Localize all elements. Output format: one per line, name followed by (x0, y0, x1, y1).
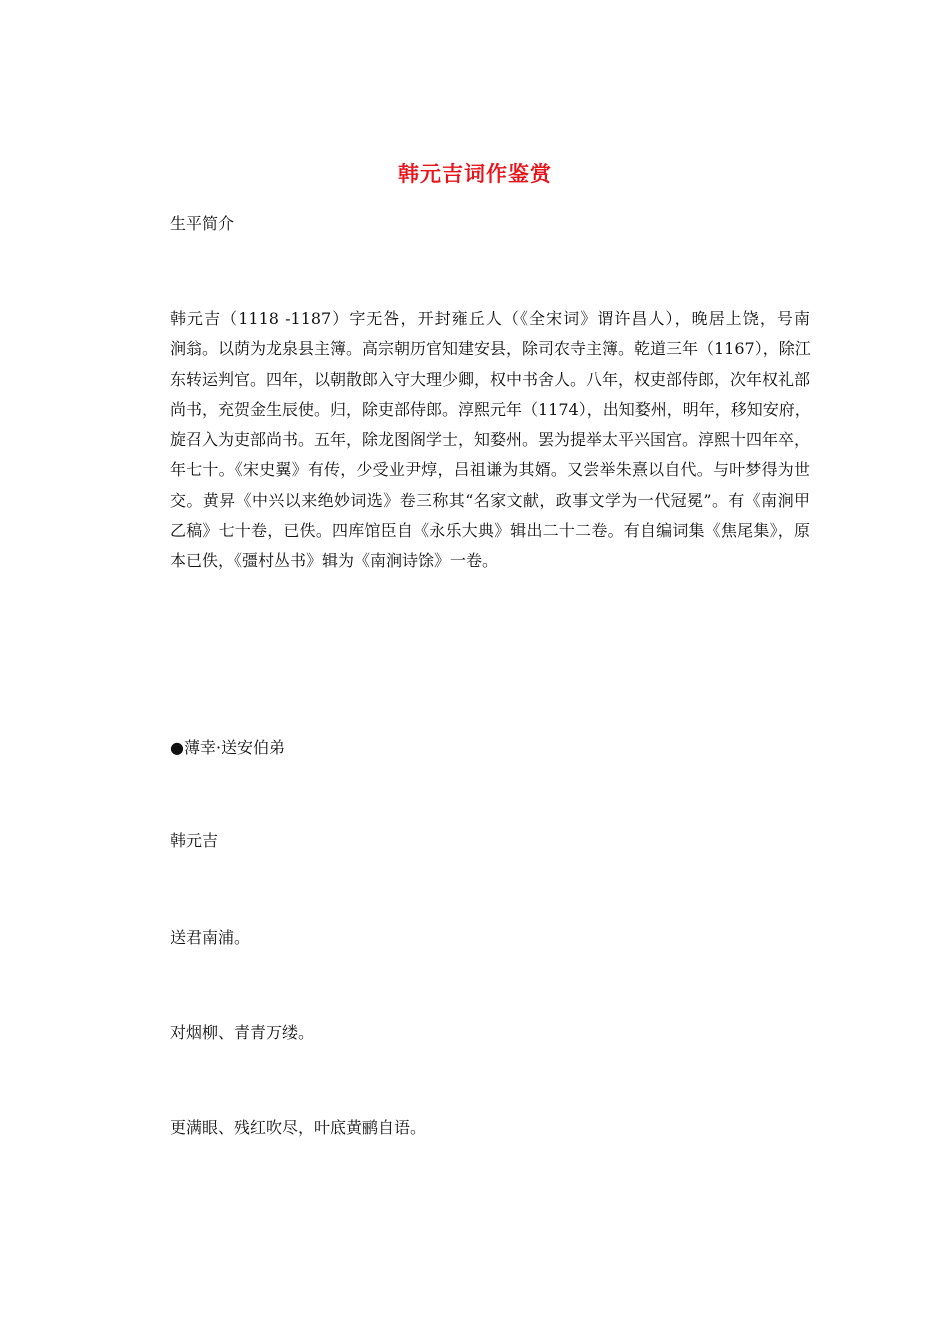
document-title: 韩元吉词作鉴赏 (398, 162, 552, 186)
bio-line: 韩元吉（1118 -1187）字无咎，开封雍丘人（《全宋词》谓许昌人），晚居上饶，号南 (170, 309, 810, 328)
biography-paragraph (170, 304, 810, 577)
poem-author: 韩元吉 (170, 831, 219, 850)
bio-line: 乙稿》七十卷，已佚。四库馆臣自《永乐大典》辑出二十二卷。有自编词集《焦尾集》，原 (170, 521, 810, 541)
poem-line: 对烟柳、青青万缕。 (170, 1023, 315, 1042)
bio-line: 尚书，充贺金生辰使。归，除吏部侍郎。淳熙元年（1174），出知婺州，明年，移知安府， (170, 399, 811, 419)
bio-line: 涧翁。以荫为龙泉县主簿。高宗朝历官知建安县，除司农寺主簿。乾道三年（1167），除江 (170, 339, 811, 359)
poem-heading: ●薄幸·送安伯弟 (170, 738, 286, 757)
section-heading: 生平简介 (170, 214, 235, 233)
poem-line: 送君南浦。 (170, 928, 251, 947)
bio-line: 东转运判官。四年，以朝散郎入守大理少卿，权中书舍人。八年，权吏部侍郎，次年权礼部 (170, 369, 811, 389)
bio-line: 年七十。《宋史翼》有传，少受业尹焞，吕祖谦为其婿。又尝举朱熹以自代。与叶梦得为世 (170, 460, 810, 480)
bio-line: 交。黄昇《中兴以来绝妙词选》卷三称其“名家文献，政事文学为一代冠冕”。有《南涧甲 (170, 490, 810, 510)
poem-line: 更满眼、残红吹尽，叶底黄鹂自语。 (170, 1118, 427, 1137)
bio-line: 旋召入为吏部尚书。五年，除龙图阁学士，知婺州。罢为提举太平兴国宫。淳熙十四年卒， (170, 430, 811, 450)
bio-line: 本已佚，《彊村丛书》辑为《南涧诗馀》一卷。 (170, 551, 499, 571)
